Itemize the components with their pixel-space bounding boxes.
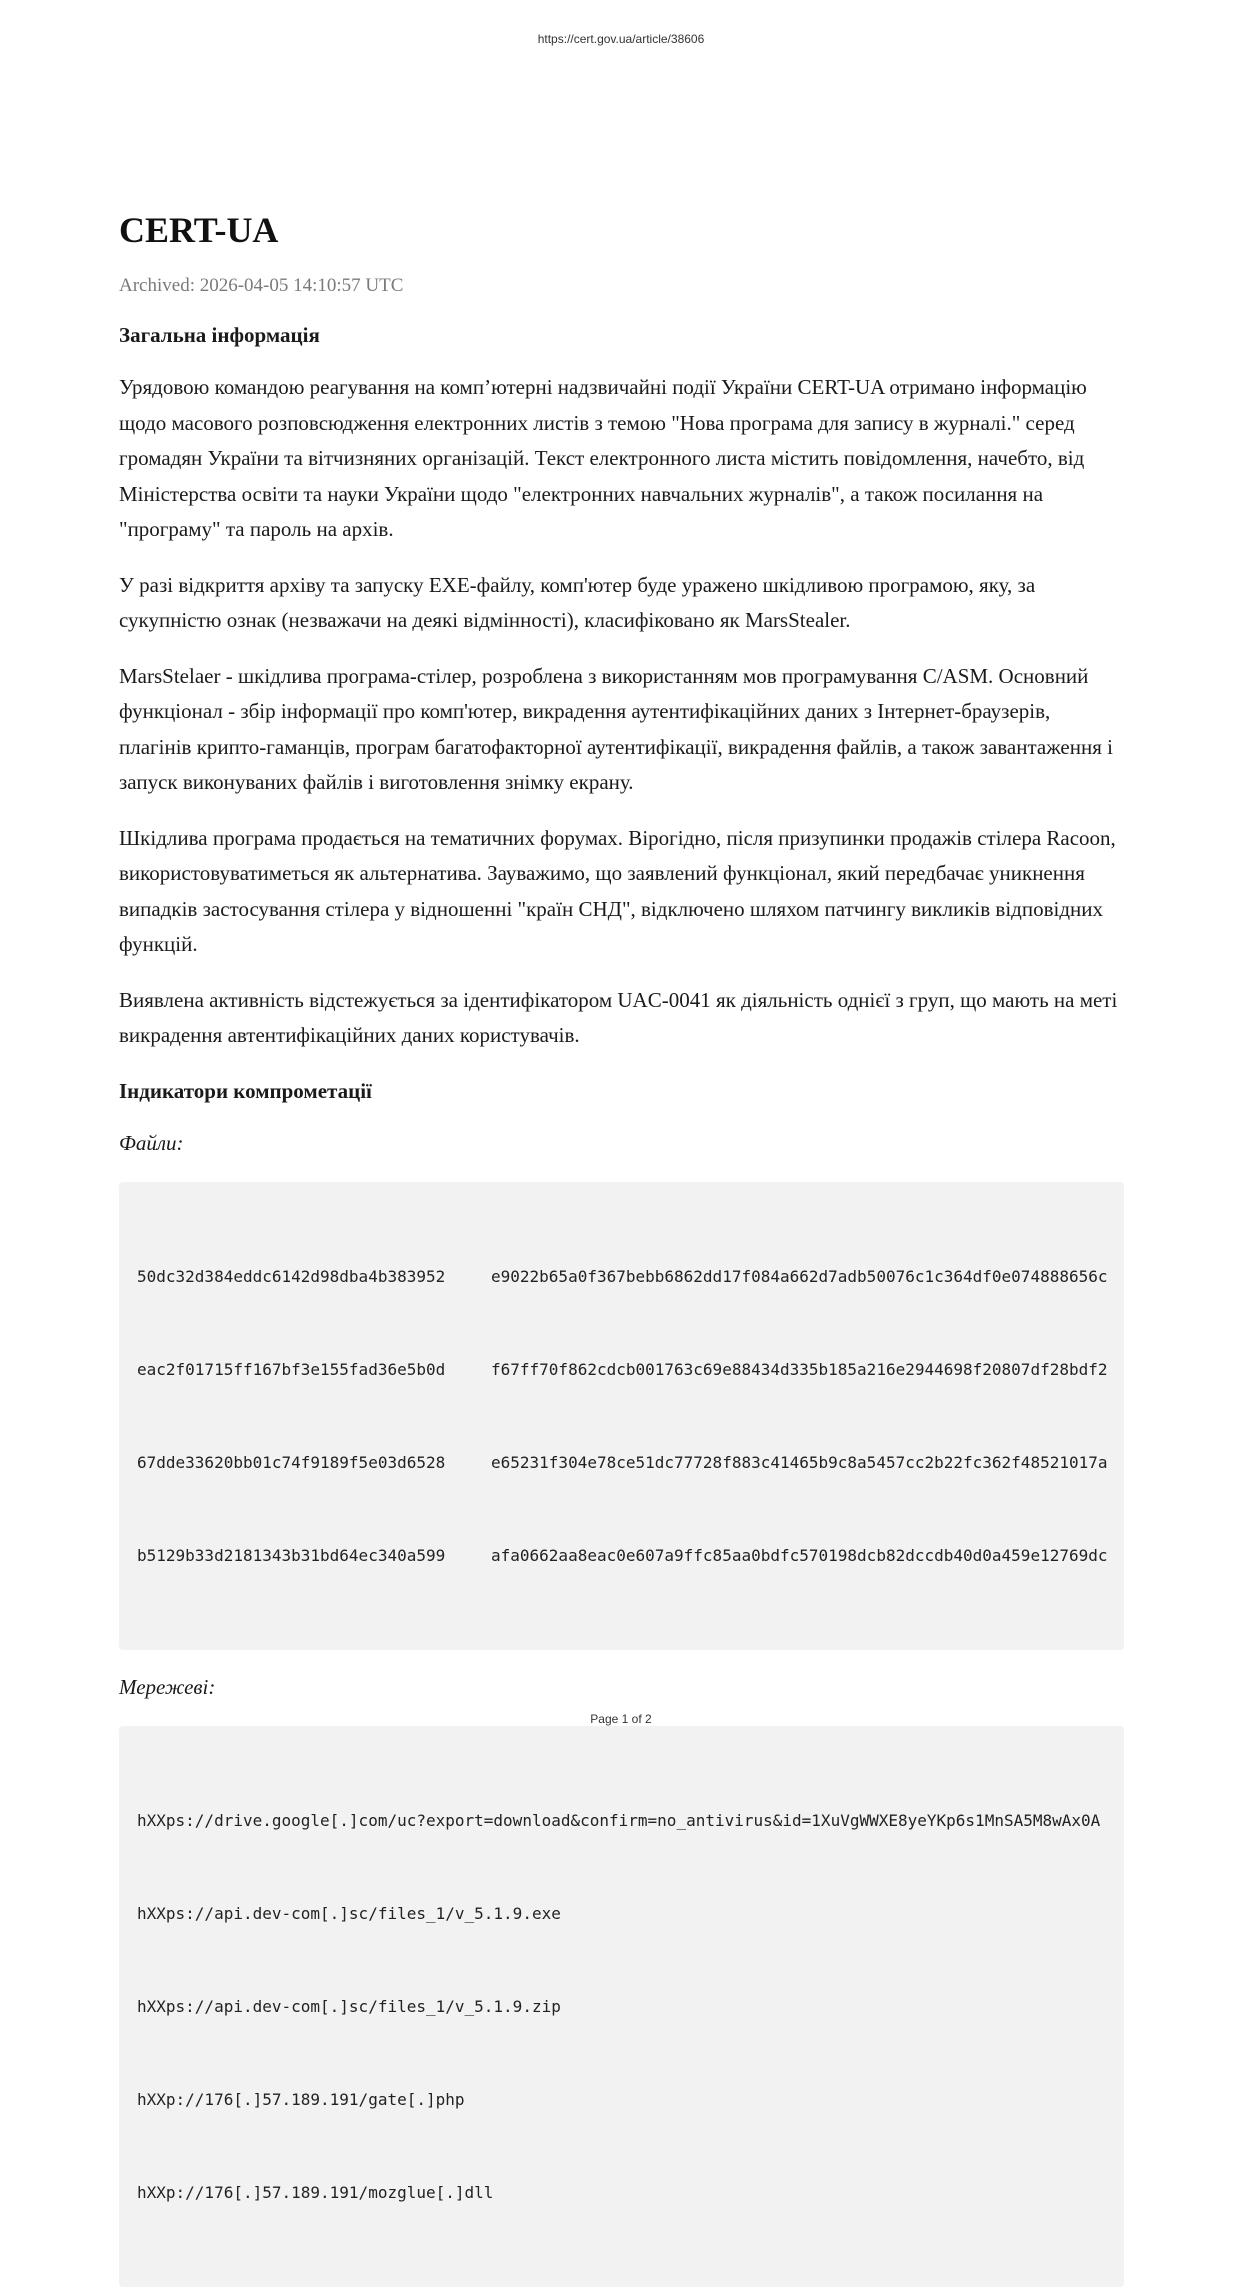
general-info-heading: Загальна інформація — [119, 323, 320, 347]
paragraph-infection: У разі відкриття архіву та запуску EXE-файлу, комп'ютер буде уражено шкідливою програмою, яку, за сукупністю ознак (незважачи на деякі відмінності), класифіковано як MarsStealer. — [119, 572, 1036, 632]
network-label: Мережеві: — [119, 1674, 216, 1699]
paragraph-intro: Урядовою командою реагування на комп’ютерні надзвичайні події України CERT-UA отримано інформацію щодо масового розповсюдження електронних листів з темою "Нова програма для запису в журналі." серед громадян України та вітчизняних організацій. Текст електронного листа містить повідомлення, начебто, від Міністерства освіти та науки України щодо "електронних навчальних журналів", а також посилання на "програму" та пароль на архів. — [119, 375, 1087, 541]
ioc-heading: Індикатори компрометації — [119, 1078, 372, 1103]
sha256-hash: e65231f304e78ce51dc77728f883c41465b9c8a5457cc2b22fc362f48521017a — [491, 1452, 1108, 1472]
hash-row — [137, 1540, 1124, 1571]
page-number-footer: Page 1 of 2 — [590, 1712, 652, 1726]
md5-hash: 50dc32d384eddc6142d98dba4b383952 — [137, 1266, 446, 1286]
network-ioc-line: hXXps://api.dev-com[.]sc/files_1/v_5.1.9.zip — [137, 1996, 561, 2016]
md5-hash: eac2f01715ff167bf3e155fad36e5b0d — [137, 1359, 446, 1379]
sha256-hash: afa0662aa8eac0e607a9ffc85aa0bdfc570198dcb82dccdb40d0a459e12769dc — [491, 1545, 1108, 1565]
network-iocs-code-block — [119, 1726, 1124, 2287]
paragraph-marsstealer: MarsStelaer - шкідлива програма-стілер, розроблена з використанням мов програмування C/ASM. Основний функціонал - збір інформації про комп'ютер, викрадення аутентифікаційних даних з Інтернет-браузерів, плагінів крипто-гаманців, програм багатофакторної аутентифікації, викрадення файлів, а також завантаження і запуск виконуваних файлів і виготовлення знімку екрану. — [119, 663, 1113, 794]
md5-hash: 67dde33620bb01c74f9189f5e03d6528 — [137, 1452, 446, 1472]
page-url-header: https://cert.gov.ua/article/38606 — [537, 32, 705, 46]
sha256-hash: e9022b65a0f367bebb6862dd17f084a662d7adb50076c1c364df0e074888656c — [491, 1266, 1108, 1286]
hash-row — [137, 1261, 1124, 1292]
file-hashes-code-block — [119, 1182, 1124, 1650]
paragraph-forums: Шкідлива програма продається на тематичних форумах. Вірогідно, після призупинки продажів стілера Racoon, використовуватиметься як альтернатива. Зауважимо, що заявлений функціонал, який передбачає уникнення випадків застосування стілера у відношенні "країн СНД", відключено шляхом патчингу викликів відповідних функцій. — [119, 825, 1116, 956]
hash-row — [137, 1354, 1124, 1385]
md5-hash: b5129b33d2181343b31bd64ec340a599 — [137, 1545, 446, 1565]
sha256-hash: f67ff70f862cdcb001763c69e88434d335b185a216e2944698f20807df28bdf2 — [491, 1359, 1108, 1379]
network-ioc-line: hXXp://176[.]57.189.191/mozglue[.]dll — [137, 2182, 494, 2202]
files-label: Файли: — [119, 1130, 184, 1155]
archived-timestamp: Archived: 2026-04-05 14:10:57 UTC — [119, 275, 404, 296]
page-title: CERT-UA — [119, 210, 279, 250]
article-content — [119, 208, 1124, 2287]
hash-row — [137, 1447, 1124, 1478]
network-ioc-line: hXXp://176[.]57.189.191/gate[.]php — [137, 2089, 465, 2109]
network-ioc-line: hXXps://drive.google[.]com/uc?export=download&confirm=no_antivirus&id=1XuVgWWXE8yeYKp6s1MnSA5M8wAx0A — [137, 1810, 1101, 1830]
network-ioc-line: hXXps://api.dev-com[.]sc/files_1/v_5.1.9.exe — [137, 1903, 561, 1923]
paragraph-uac-0041: Виявлена активність відстежується за ідентифікатором UAC-0041 як діяльність однієї з груп, що мають на меті викрадення автентифікаційних даних користувачів. — [119, 987, 1118, 1047]
